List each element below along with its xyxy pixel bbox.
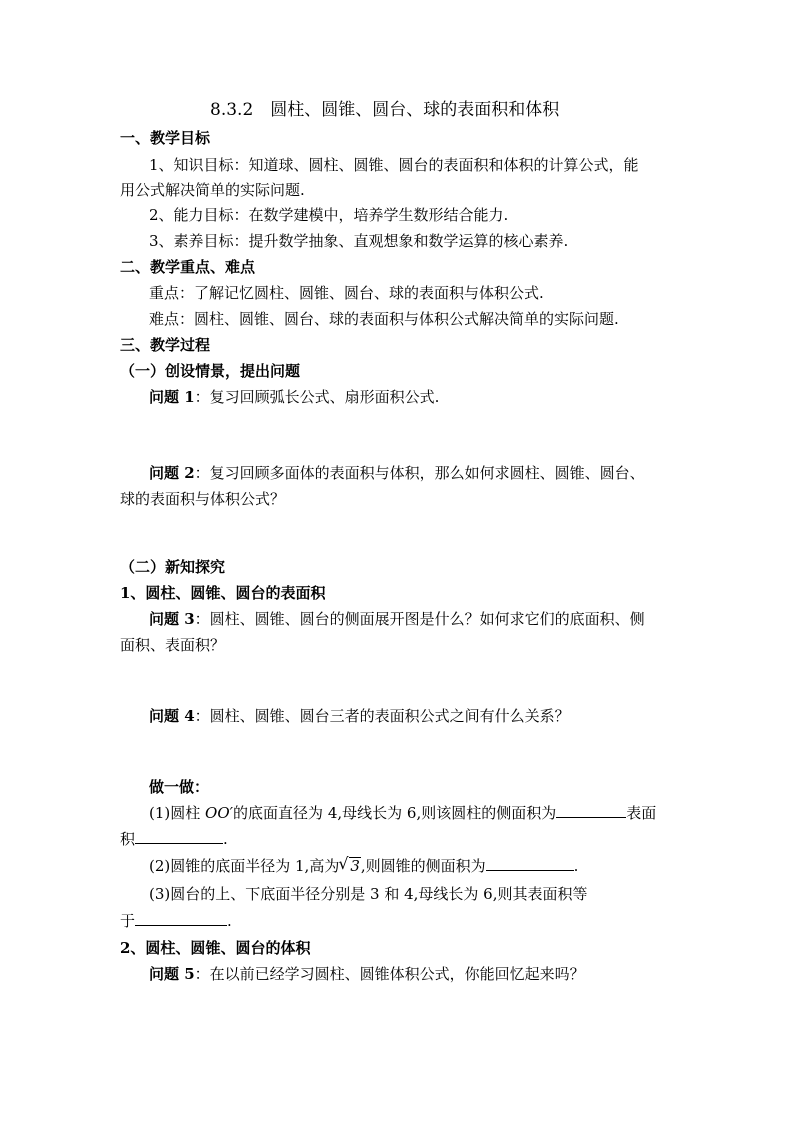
question-3-label: 问题 3 (149, 610, 195, 628)
exercise-1-text-c: 表面 (626, 804, 657, 822)
key-point: 重点：了解记忆圆柱、圆锥、圆台、球的表面积与体积公式. (149, 284, 544, 302)
exercise-2-end: . (573, 857, 579, 875)
question-4 (149, 706, 570, 726)
exercise-1-line-2 (120, 829, 228, 849)
exercise-1-blank-2[interactable] (135, 829, 223, 844)
question-1 (149, 387, 439, 407)
goal-1-line-1: 1、知识目标：知道球、圆柱、圆锥、圆台的表面积和体积的计算公式，能 (149, 156, 639, 174)
exercise-1-text-d: 积 (120, 830, 136, 848)
exercise-3-line-1: (3)圆台的上、下底面半径分别是 3 和 4,母线长为 6,则其表面积等 (149, 885, 588, 903)
question-2-text: ：复习回顾多面体的表面积与体积，那么如何求圆柱、圆锥、圆台、 (194, 464, 645, 482)
question-2-line-2: 球的表面积与体积公式？ (120, 490, 286, 508)
sqrt-radicand: 3 (350, 857, 360, 875)
difficult-point: 难点：圆柱、圆锥、圆台、球的表面积与体积公式解决简单的实际问题. (149, 310, 619, 328)
exercise-1-blank-1[interactable] (556, 803, 626, 818)
exercise-1-variable: OO′ (205, 804, 234, 822)
question-1-label: 问题 1 (149, 388, 195, 406)
section-3-heading: 三、教学过程 (120, 336, 211, 354)
section-2-heading: 二、教学重点、难点 (120, 258, 256, 276)
question-3-line-2: 面积、表面积？ (120, 636, 226, 654)
question-5-label: 问题 5 (149, 965, 195, 983)
goal-3: 3、素养目标：提升数学抽象、直观想象和数学运算的核心素养. (149, 232, 569, 250)
subsection-2-heading: 2、圆柱、圆锥、圆台的体积 (120, 939, 311, 957)
exercise-3-end: . (227, 912, 232, 930)
question-1-text: ：复习回顾弧长公式、扇形面积公式. (194, 388, 440, 406)
goal-1-line-2: 用公式解决简单的实际问题. (120, 181, 305, 199)
exercise-2-text-b: ,则圆锥的侧面积为 (360, 857, 486, 875)
exercise-1-text-a: (1)圆柱 (149, 804, 206, 822)
question-2-line-1 (149, 463, 645, 483)
goal-2: 2、能力目标：在数学建模中，培养学生数形结合能力. (149, 206, 509, 224)
exercise-3-line-2 (120, 911, 232, 931)
sqrt-symbol (339, 856, 361, 876)
try-heading: 做一做： (149, 778, 210, 796)
part-1-heading: （一）创设情景，提出问题 (120, 362, 301, 380)
question-2-label: 问题 2 (149, 464, 195, 482)
question-4-label: 问题 4 (149, 707, 195, 725)
question-5 (149, 964, 585, 984)
page-title: 8.3.2 圆柱、圆锥、圆台、球的表面积和体积 (210, 100, 560, 120)
part-2-heading: （二）新知探究 (120, 558, 226, 576)
exercise-2 (149, 856, 578, 876)
exercise-1-text-b: 的底面直径为 4,母线长为 6,则该圆柱的侧面积为 (233, 804, 557, 822)
section-1-heading: 一、教学目标 (120, 129, 211, 147)
question-5-text: ：在以前已经学习圆柱、圆锥体积公式，你能回忆起来吗？ (194, 965, 585, 983)
exercise-3-blank[interactable] (135, 911, 227, 926)
exercise-1-line-1 (149, 803, 656, 823)
exercise-2-text-a: (2)圆锥的底面半径为 1,高为 (149, 857, 340, 875)
question-3-text: ：圆柱、圆锥、圆台的侧面展开图是什么？如何求它们的底面积、侧 (194, 610, 645, 628)
subsection-1-heading: 1、圆柱、圆锥、圆台的表面积 (120, 584, 326, 602)
question-3-line-1 (149, 609, 645, 629)
exercise-2-blank[interactable] (486, 856, 574, 871)
exercise-1-end: . (223, 830, 228, 848)
exercise-3-text-b: 于 (120, 912, 136, 930)
question-4-text: ：圆柱、圆锥、圆台三者的表面积公式之间有什么关系？ (194, 707, 570, 725)
